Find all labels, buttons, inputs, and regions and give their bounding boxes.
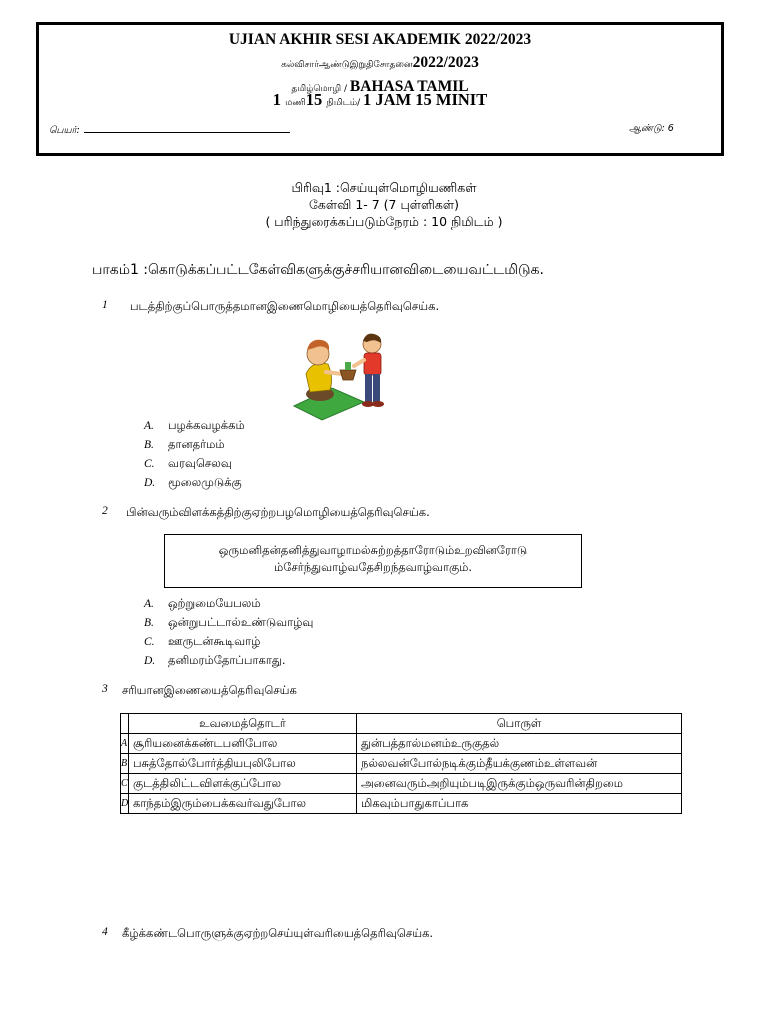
row-letter: C [121,774,129,794]
subject-tamil: தமிழ்மொழி / [291,84,350,94]
quote-line-2: ம்சேர்ந்துவாழ்வதேசிறந்தவாழ்வாகும். [273,560,473,574]
quote-box [164,534,582,588]
question-1-options [144,416,245,492]
row-phrase: சூரியனைக்கண்டபனிபோல [129,734,357,754]
question-2-number: 2 [102,505,108,517]
question-4-text: கீழ்க்கண்டபொருளுக்குஏற்றசெய்யுள்வரியைத்தெரிவுசெய்க. [122,926,434,940]
duration-hour-number: 1 [272,90,286,109]
option-text: தானதர்மம் [168,436,225,451]
option-text: ஒன்றுபட்டால்உண்டுவாழ்வு [168,614,314,629]
row-meaning: துன்பத்தால்மனம்உருகுதல் [357,734,682,754]
table-row[interactable] [121,794,682,814]
question-2-options [144,594,313,670]
question-2-text: பின்வரும்விளக்கத்திற்குஏற்றபழமொழியைத்தெரிவுசெய்க. [126,505,430,519]
table-header-row [121,714,682,734]
option-a[interactable] [144,416,245,435]
column-header-phrase: உவமைத்தொடர் [129,714,357,734]
row-letter: D [121,794,129,814]
year-label: ஆண்டு: 6 [629,123,674,134]
option-b[interactable] [144,613,313,632]
row-letter: B [121,754,129,774]
option-text: தனிமரம்தோப்பாகாது. [168,652,286,667]
question-4-number: 4 [102,926,108,938]
column-header-meaning: பொருள் [357,714,682,734]
row-meaning: நல்லவன்போல்நடிக்கும்தீயக்குணம்உள்ளவன் [357,754,682,774]
option-text: மூலைமுடுக்கு [168,474,242,489]
row-phrase: குடத்திலிட்டவிளக்குப்போல [129,774,357,794]
children-giving-illustration [292,330,392,422]
option-d[interactable] [144,651,313,670]
row-letter: A [121,734,129,754]
duration-minute-number: 15 [305,90,327,109]
quote-line-1: ஒருமனிதன்தனித்துவாழாமல்சுற்றத்தாரோடும்உறவினரோடு [218,543,528,557]
duration-hour-tamil: மணி [285,98,306,108]
option-text: ஒற்றுமையேபலம் [168,595,261,610]
row-meaning: அனைவரும்அறியும்படிஇருக்கும்ஒருவரின்திறமை [357,774,682,794]
row-phrase: பசுத்தோல்போர்த்தியபுலிபோல [129,754,357,774]
question-1-number: 1 [102,299,108,311]
option-text: ஊருடன்கூடிவாழ் [168,633,261,648]
option-d[interactable] [144,473,245,492]
option-letter: D. [144,476,156,489]
exam-name-tamil: கல்விசார்ஆண்டுஇறுதிசோதனை [281,60,413,70]
duration-malay: 1 JAM 15 MINIT [363,90,488,109]
option-letter: C. [144,635,155,648]
option-letter: B. [144,616,154,629]
table-row[interactable] [121,754,682,774]
exam-title: UJIAN AKHIR SESI AKADEMIK 2022/2023 [228,31,532,48]
option-text: பழக்கவழக்கம் [168,417,245,432]
questions-range: கேள்வி 1- 7 (7 புள்ளிகள்) [308,197,460,212]
table-row[interactable] [121,774,682,794]
option-text: வரவுசெலவு [168,455,232,470]
option-letter: A. [144,597,154,610]
question-3-number: 3 [102,683,108,695]
exam-year: 2022/2023 [412,54,479,71]
time-note: ( பரிந்துரைக்கப்படும்நேரம் : 10 நிமிடம் ) [265,214,503,229]
section-title: பிரிவு1 :செய்யுள்மொழியணிகள் [291,180,477,195]
header-letter-cell [121,714,129,734]
option-letter: C. [144,457,155,470]
option-c[interactable] [144,454,245,473]
exam-header-box [36,22,724,156]
duration-minute-tamil: நிமிடம்/ [326,98,364,108]
option-letter: B. [144,438,154,451]
option-a[interactable] [144,594,313,613]
table-row[interactable] [121,734,682,754]
subject-malay: BAHASA TAMIL [349,78,469,95]
option-letter: A. [144,419,154,432]
simile-table [120,713,682,814]
question-1-text: படத்திற்குப்பொருத்தமானஇணைமொழியைத்தெரிவுசெய்க. [130,299,440,313]
exam-title-tamil [39,52,721,72]
duration-line [39,90,721,110]
option-b[interactable] [144,435,245,454]
question-3-text: சரியானஇணையைத்தெரிவுசெய்க [122,683,297,697]
option-letter: D. [144,654,156,667]
row-phrase: காந்தம்இரும்பைக்கவர்வதுபோல [129,794,357,814]
name-row [49,123,290,137]
row-meaning: மிகவும்பாதுகாப்பாக [357,794,682,814]
name-label: பெயர்: [49,125,80,136]
part-instruction: பாகம்1 :கொடுக்கப்பட்டகேள்விகளுக்குச்சரியானவிடையைவட்டமிடுக. [92,262,544,278]
option-c[interactable] [144,632,313,651]
name-field[interactable] [84,123,290,133]
